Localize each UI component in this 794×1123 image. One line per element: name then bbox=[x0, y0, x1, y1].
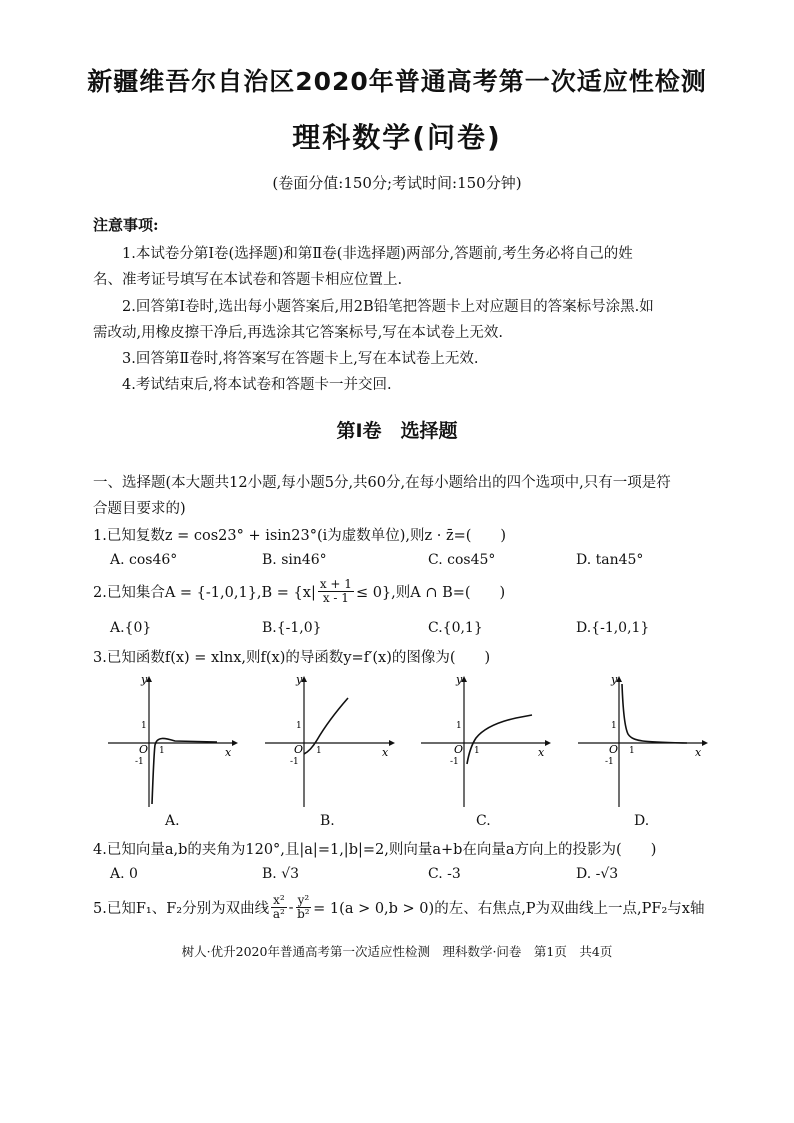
origin-label: O bbox=[294, 743, 304, 756]
exam-meta: (卷面分值:150分;考试时间:150分钟) bbox=[272, 174, 522, 192]
y-one-label: 1 bbox=[611, 721, 617, 731]
part1-instruction: 一、选择题(本大题共12小题,每小题5分,共60分,在每小题给出的四个选项中,只有一项是符 bbox=[93, 475, 671, 491]
neg-one-label: -1 bbox=[135, 757, 144, 767]
q3-option-b[interactable]: B. bbox=[320, 813, 335, 829]
x-one-label: 1 bbox=[474, 746, 480, 756]
q2-stem-pre: 2.已知集合A = {-1,0,1},B = {x| bbox=[93, 585, 316, 601]
neg-one-label: -1 bbox=[605, 757, 614, 767]
x-one-label: 1 bbox=[629, 746, 635, 756]
notice-item: 1.本试卷分第Ⅰ卷(选择题)和第Ⅱ卷(非选择题)两部分,答题前,考生务必将自己的姓 bbox=[122, 246, 633, 262]
q4-option-b[interactable]: B. √3 bbox=[262, 866, 300, 882]
y-one-label: 1 bbox=[456, 721, 462, 731]
notice-item: 3.回答第Ⅱ卷时,将答案写在答题卡上,写在本试卷上无效. bbox=[122, 351, 479, 367]
origin-label: O bbox=[139, 743, 149, 756]
axis-x-label: x bbox=[225, 746, 232, 759]
q3-option-c[interactable]: C. bbox=[476, 813, 491, 829]
q3-graph-d[interactable] bbox=[575, 672, 715, 812]
neg-one-label: -1 bbox=[290, 757, 299, 767]
q2-option-d[interactable]: D.{-1,0,1} bbox=[576, 620, 650, 636]
q5-fraction-x bbox=[271, 894, 287, 921]
exam-title: 新疆维吾尔自治区2020年普通高考第一次适应性检测 bbox=[87, 67, 707, 96]
q3-option-d[interactable]: D. bbox=[634, 813, 650, 829]
q1-option-a[interactable]: A. cos46° bbox=[110, 552, 178, 568]
axis-y-label: y bbox=[296, 673, 303, 686]
notice-item: 2.回答第Ⅰ卷时,选出每小题答案后,用2B铅笔把答题卡上对应题目的答案标号涂黑.如 bbox=[122, 299, 654, 315]
axis-x-label: x bbox=[695, 746, 702, 759]
part1-instruction-cont: 合题目要求的) bbox=[93, 501, 186, 517]
axis-y-label: y bbox=[456, 673, 463, 686]
q5-fraction-y bbox=[296, 894, 312, 921]
q5-minus: - bbox=[288, 899, 294, 916]
q2-option-c[interactable]: C.{0,1} bbox=[428, 620, 483, 636]
q2-option-b[interactable]: B.{-1,0} bbox=[262, 620, 322, 636]
q4-option-c[interactable]: C. -3 bbox=[428, 866, 461, 882]
q2-frac-den: x - 1 bbox=[322, 591, 349, 605]
x-one-label: 1 bbox=[316, 746, 322, 756]
question-5-stem bbox=[93, 894, 704, 921]
y-one-label: 1 bbox=[296, 721, 302, 731]
q1-option-d[interactable]: D. tan45° bbox=[576, 552, 644, 568]
q4-option-a[interactable]: A. 0 bbox=[110, 866, 138, 882]
q1-option-b[interactable]: B. sin46° bbox=[262, 552, 327, 568]
q3-graph-c[interactable] bbox=[418, 672, 558, 812]
notice-item: 需改动,用橡皮擦干净后,再选涂其它答案标号,写在本试卷上无效. bbox=[93, 325, 503, 341]
q2-frac-num: x + 1 bbox=[319, 577, 352, 591]
axis-x-label: x bbox=[382, 746, 389, 759]
q3-graph-b[interactable] bbox=[262, 672, 402, 812]
page-footer: 树人·优升2020年普通高考第一次适应性检测 理科数学·问卷 第1页 共4页 bbox=[181, 944, 613, 959]
y-one-label: 1 bbox=[141, 721, 147, 731]
q2-option-a[interactable]: A.{0} bbox=[110, 620, 152, 636]
question-2-stem bbox=[93, 578, 505, 605]
q2-stem-post: ≤ 0},则A ∩ B=( ) bbox=[355, 585, 506, 601]
q5-frac1-num: x² bbox=[273, 893, 285, 907]
x-one-label: 1 bbox=[159, 746, 165, 756]
q2-fraction bbox=[318, 578, 354, 605]
question-4-stem: 4.已知向量a,b的夹角为120°,且|a|=1,|b|=2,则向量a+b在向量a方向上的投影为( ) bbox=[93, 842, 657, 858]
q3-option-a[interactable]: A. bbox=[165, 813, 180, 829]
axis-x-label: x bbox=[538, 746, 545, 759]
axis-y-label: y bbox=[611, 673, 618, 686]
q4-option-d[interactable]: D. -√3 bbox=[576, 866, 619, 882]
notice-title: 注意事项: bbox=[93, 216, 159, 234]
origin-label: O bbox=[454, 743, 464, 756]
notice-item: 4.考试结束后,将本试卷和答题卡一并交回. bbox=[122, 377, 392, 393]
q3-graph-a[interactable] bbox=[105, 672, 245, 812]
axis-y-label: y bbox=[141, 673, 148, 686]
origin-label: O bbox=[609, 743, 619, 756]
notice-item: 名、准考证号填写在本试卷和答题卡相应位置上. bbox=[93, 272, 403, 288]
question-1-stem: 1.已知复数z = cos23° + isin23°(i为虚数单位),则z · z̄=( ) bbox=[93, 528, 507, 544]
q5-frac2-den: b² bbox=[297, 907, 310, 921]
q1-option-c[interactable]: C. cos45° bbox=[428, 552, 496, 568]
subject-title: 理科数学(问卷) bbox=[292, 121, 502, 154]
neg-one-label: -1 bbox=[450, 757, 459, 767]
q5-stem-pre: 5.已知F₁、F₂分别为双曲线 bbox=[93, 901, 270, 917]
q5-frac2-num: y² bbox=[297, 893, 310, 907]
q5-frac1-den: a² bbox=[272, 907, 285, 921]
question-3-stem: 3.已知函数f(x) = xlnx,则f(x)的导函数y=f′(x)的图像为( ) bbox=[93, 650, 491, 666]
q5-stem-post: = 1(a > 0,b > 0)的左、右焦点,P为双曲线上一点,PF₂与x轴 bbox=[313, 901, 705, 917]
section-title: 第Ⅰ卷 选择题 bbox=[336, 420, 458, 442]
